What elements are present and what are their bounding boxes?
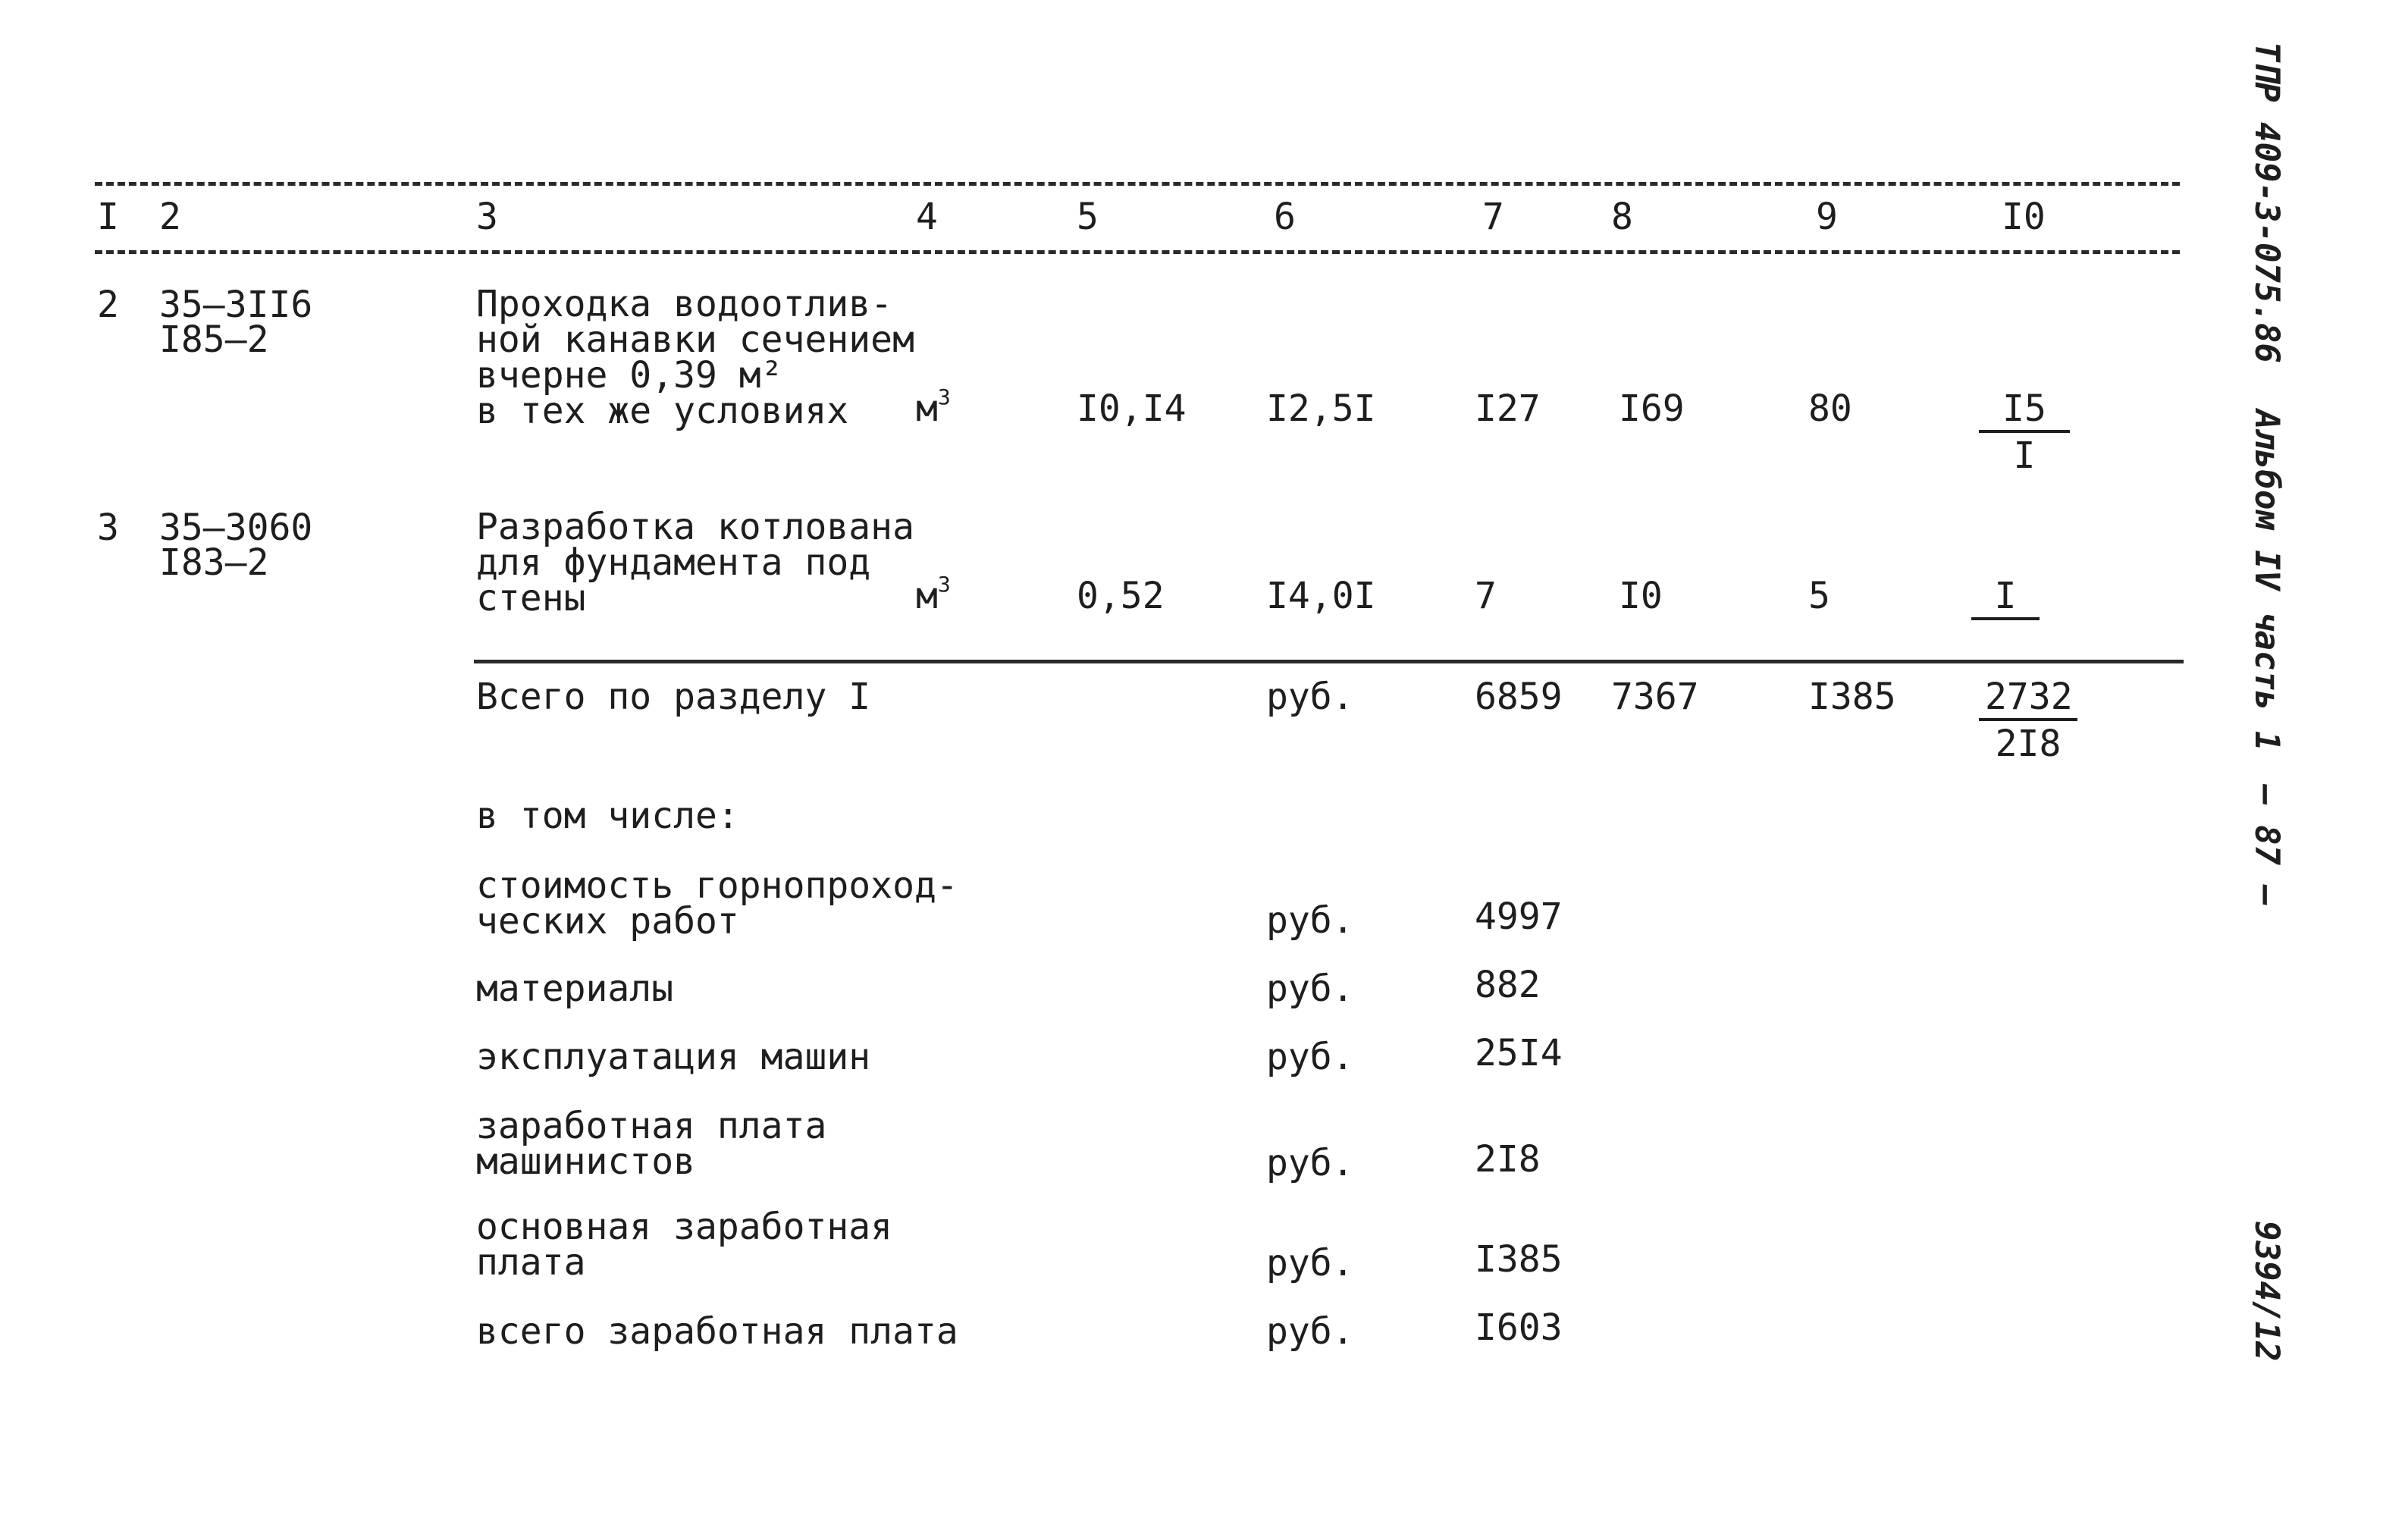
row-2-col10: [1979, 387, 2070, 477]
row-3-col10: [1971, 575, 2040, 625]
breakdown-label-operator-wages: заработная плата машинистов: [476, 1105, 827, 1183]
total-col8: 7367: [1611, 676, 1699, 718]
row-2-col9: 80: [1808, 387, 1852, 430]
row-2-code-2: I85–2: [159, 318, 269, 361]
breakdown-label-base-wages: основная заработная плата: [476, 1206, 893, 1284]
breakdown-heading: в том числе:: [476, 795, 739, 837]
row-3-col9: 5: [1808, 575, 1830, 617]
total-label: Всего по разделу I: [476, 676, 871, 718]
header-bottom-rule: [95, 250, 2180, 254]
row-2-col7: I27: [1475, 387, 1541, 430]
col-header-8: 8: [1611, 196, 1633, 238]
breakdown-value-base-wages: I385: [1475, 1238, 1563, 1281]
total-col10: [1979, 676, 2077, 765]
total-col9: I385: [1808, 676, 1896, 718]
breakdown-value-machines: 25I4: [1475, 1032, 1563, 1074]
header-top-rule: [95, 182, 2180, 186]
margin-album: Альбом IV часть 1: [2247, 409, 2286, 751]
row-2-col10-numerator: I5: [1979, 390, 2070, 433]
breakdown-unit-materials: руб.: [1266, 968, 1354, 1010]
total-rule: [474, 660, 2184, 663]
row-3-code-1: 35–3060: [159, 507, 313, 549]
breakdown-unit-operator-wages: руб.: [1266, 1142, 1354, 1184]
breakdown-unit-base-wages: руб.: [1266, 1242, 1354, 1284]
col-header-1: I: [97, 196, 119, 238]
breakdown-label-materials: материалы: [476, 968, 674, 1010]
row-3-col5: 0,52: [1077, 575, 1165, 617]
breakdown-label-machines: эксплуатация машин: [476, 1036, 871, 1078]
col-header-7: 7: [1482, 196, 1504, 238]
row-3-col8: I0: [1619, 575, 1663, 617]
col-header-4: 4: [916, 196, 938, 238]
total-col7: 6859: [1475, 676, 1563, 718]
col-header-10: I0: [2002, 196, 2046, 238]
total-unit: руб.: [1266, 676, 1354, 718]
row-2-code-1: 35–3II6: [159, 284, 313, 326]
margin-doc-code: ТПР 409-3-075.86: [2247, 42, 2286, 363]
col-header-2: 2: [159, 196, 181, 238]
row-3-description: Разработка котлована для фундамента под стены: [476, 506, 914, 619]
row-3-col10-denominator: [1971, 620, 2040, 625]
margin-reference: 9394/12: [2247, 1221, 2286, 1362]
row-3-col6: I4,0I: [1266, 575, 1376, 617]
breakdown-value-materials: 882: [1475, 964, 1541, 1006]
breakdown-unit-machines: руб.: [1266, 1036, 1354, 1078]
row-2-col5: I0,I4: [1077, 387, 1187, 430]
row-2-col6: I2,5I: [1266, 387, 1376, 430]
row-2-description: Проходка водоотлив- ной канавки сечением вчерне 0,39 м² в тех же условиях: [476, 283, 914, 432]
row-3-col7: 7: [1475, 575, 1497, 617]
col-header-5: 5: [1077, 196, 1099, 238]
total-col10-denominator: 2I8: [1995, 723, 2062, 765]
row-3-col10-numerator: I: [1971, 578, 2040, 620]
row-3-unit: $м^3$: [916, 572, 951, 617]
breakdown-label-mining: стоимость горнопроход- ческих работ: [476, 864, 958, 943]
col-header-6: 6: [1274, 196, 1296, 238]
breakdown-unit-total-wages: руб.: [1266, 1310, 1354, 1353]
breakdown-value-mining: 4997: [1475, 895, 1563, 938]
col-header-3: 3: [476, 196, 498, 238]
breakdown-label-total-wages: всего заработная плата: [476, 1310, 958, 1353]
row-3-code-2: I83–2: [159, 541, 269, 584]
row-2-unit: $м^3$: [916, 384, 951, 430]
breakdown-value-operator-wages: 2I8: [1475, 1138, 1541, 1181]
total-col10-numerator: 2732: [1979, 679, 2077, 721]
row-2-col10-denominator: I: [2013, 434, 2036, 477]
col-header-9: 9: [1816, 196, 1838, 238]
breakdown-value-total-wages: I603: [1475, 1306, 1563, 1349]
row-2-col8: I69: [1619, 387, 1685, 430]
row-2-number: 2: [97, 284, 119, 326]
margin-page-number: – 87 –: [2247, 785, 2286, 905]
breakdown-unit-mining: руб.: [1266, 899, 1354, 942]
row-3-number: 3: [97, 507, 119, 549]
